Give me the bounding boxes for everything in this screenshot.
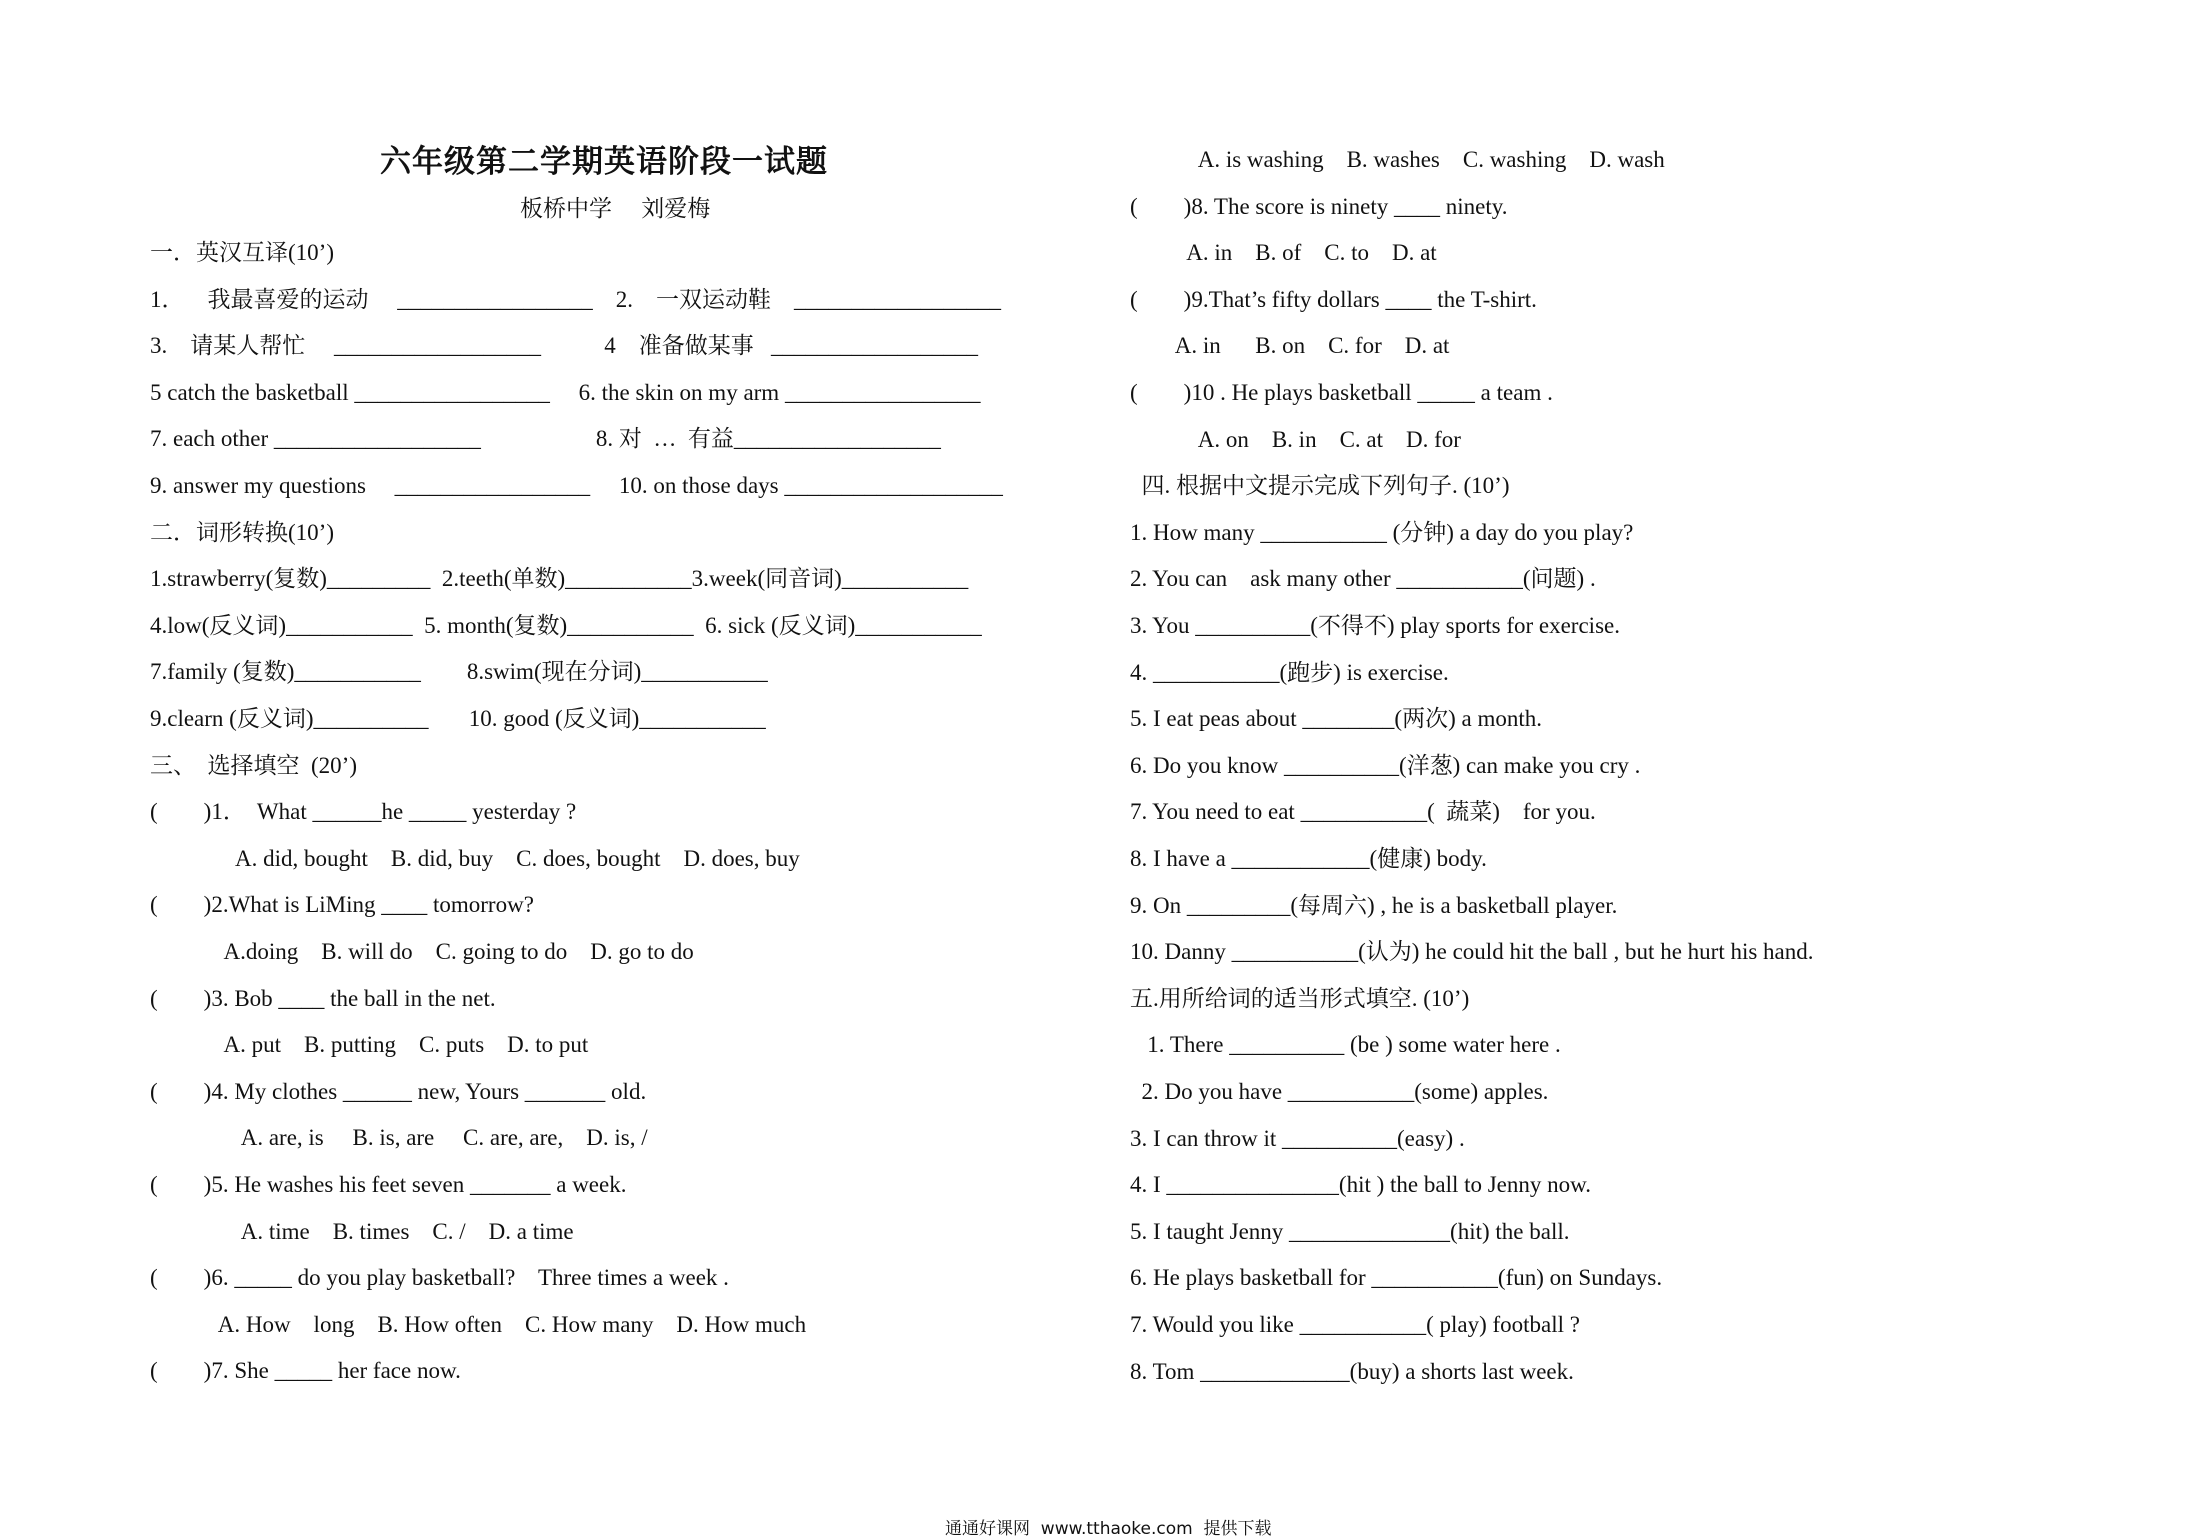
right-column-line: 2. Do you have ___________(some) apples. [1130, 1079, 1549, 1104]
left-column-line: 三、 选择填空 (20’) [150, 752, 357, 778]
right-column-line: 五.用所给词的适当形式填空. (10’) [1130, 985, 1470, 1011]
left-column-line: 5 catch the basketball _________________ 6. the skin on my arm _________________ [150, 379, 981, 405]
left-column-line: 7.family (复数)___________ 8.swim(现在分词)___________ [150, 659, 768, 685]
left-column-line: 1.strawberry(复数)_________ 2.teeth(单数)___________3.week(同音词)___________ [150, 566, 969, 592]
left-column-line: A.doing B. will do C. going to do D. go to do [150, 939, 694, 964]
right-column-line: A. in B. on C. for D. at [1130, 333, 1450, 359]
left-column-line: 9.clearn (反义词)__________ 10. good (反义词)___________ [150, 706, 766, 731]
right-column-line: A. in B. of C. to D. at [1130, 240, 1437, 266]
left-column-line: ( )5. He washes his feet seven _______ a week. [150, 1172, 627, 1197]
right-column-line: ( )8. The score is ninety ____ ninety. [1130, 193, 1508, 219]
right-column-line: 9. On _________(每周六) , he is a basketball player. [1130, 892, 1618, 918]
right-column-line: 3. I can throw it __________(easy) . [1130, 1125, 1465, 1151]
left-column-line: 9. answer my questions _________________ 10. on those days ___________________ [150, 473, 1003, 498]
left-column-line: A. time B. times C. / D. a time [150, 1218, 574, 1244]
right-column-line: 6. Do you know __________(洋葱) can make you cry . [1130, 752, 1641, 778]
right-column-line: ( )10 . He plays basketball _____ a team . [1130, 380, 1553, 405]
right-column-line: 1. How many ___________ (分钟) a day do you play? [1130, 519, 1634, 545]
left-column-line: ( )3. Bob ____ the ball in the net. [150, 985, 496, 1011]
right-column-line: 5. I taught Jenny ______________(hit) the ball. [1130, 1218, 1570, 1244]
exam-title: 六年级第二学期英语阶段一试题 [380, 144, 828, 180]
left-column-line: A. put B. putting C. puts D. to put [150, 1032, 589, 1058]
right-column-line: 6. He plays basketball for ___________(fun) on Sundays. [1130, 1265, 1663, 1291]
left-column-line: ( )2.What is LiMing ____ tomorrow? [150, 892, 534, 918]
right-column-line: 3. You __________(不得不) play sports for exercise. [1130, 613, 1620, 638]
right-column-line: 1. There __________ (be ) some water here . [1130, 1032, 1561, 1058]
left-column-line: 7. each other __________________ 8. 对 … 有益__________________ [150, 426, 941, 452]
left-column-line: ( )7. She _____ her face now. [150, 1358, 461, 1384]
right-column-line: 2. You can ask many other ___________(问题) . [1130, 566, 1596, 592]
left-column-line: 1． 我最喜爱的运动 _________________ 2. 一双运动鞋 __________________ [150, 286, 1001, 312]
right-column-line: 四. 根据中文提示完成下列句子. (10’) [1130, 473, 1510, 499]
right-column-line: 4. ___________(跑步) is exercise. [1130, 659, 1449, 685]
left-column-line: A. How long B. How often C. How many D. How much [150, 1311, 807, 1337]
footer-source: 通通好课网 www.tthaoke.com 提供下载 [945, 1519, 1272, 1539]
right-column-line: A. on B. in C. at D. for [1130, 426, 1461, 452]
left-column-line: 一．英汉互译(10’) [150, 240, 334, 265]
left-column-line: ( )4. My clothes ______ new, Yours _______ old. [150, 1078, 647, 1104]
right-column-line: ( )9.That’s fifty dollars ____ the T-shirt. [1130, 286, 1537, 312]
left-column-line: 4.low(反义词)___________ 5. month(复数)___________ 6. sick (反义词)___________ [150, 612, 982, 638]
left-column-line: ( )1． What ______he _____ yesterday ? [150, 799, 577, 825]
left-column-line: 二．词形转换(10’) [150, 519, 334, 545]
right-column-line: 10. Danny ___________(认为) he could hit the ball , but he hurt his hand. [1130, 939, 1814, 965]
right-column-line: 8. I have a ____________(健康) body. [1130, 846, 1487, 871]
right-column-line: 4. I _______________(hit ) the ball to Jenny now. [1130, 1172, 1592, 1198]
right-column-line: 8. Tom _____________(buy) a shorts last week. [1130, 1358, 1574, 1384]
left-column-line: ( )6. _____ do you play basketball? Three times a week . [150, 1265, 729, 1291]
right-column-line: 7. Would you like ___________( play) football ? [1130, 1312, 1580, 1337]
right-column-line: 5. I eat peas about ________(两次) a month. [1130, 706, 1542, 732]
left-column-line: A. did, bought B. did, buy C. does, bought D. does, buy [150, 845, 800, 871]
school-and-author: 板桥中学 刘爱梅 [520, 196, 711, 222]
right-column-line: A. is washing B. washes C. washing D. wash [1130, 147, 1665, 172]
right-column-line: 7. You need to eat ___________( 蔬菜) for you. [1130, 799, 1596, 825]
left-column-line: 3. 请某人帮忙 __________________ 4 准备做某事 __________________ [150, 333, 978, 359]
left-column-line: A. are, is B. is, are C. are, are, D. is, / [150, 1125, 648, 1151]
